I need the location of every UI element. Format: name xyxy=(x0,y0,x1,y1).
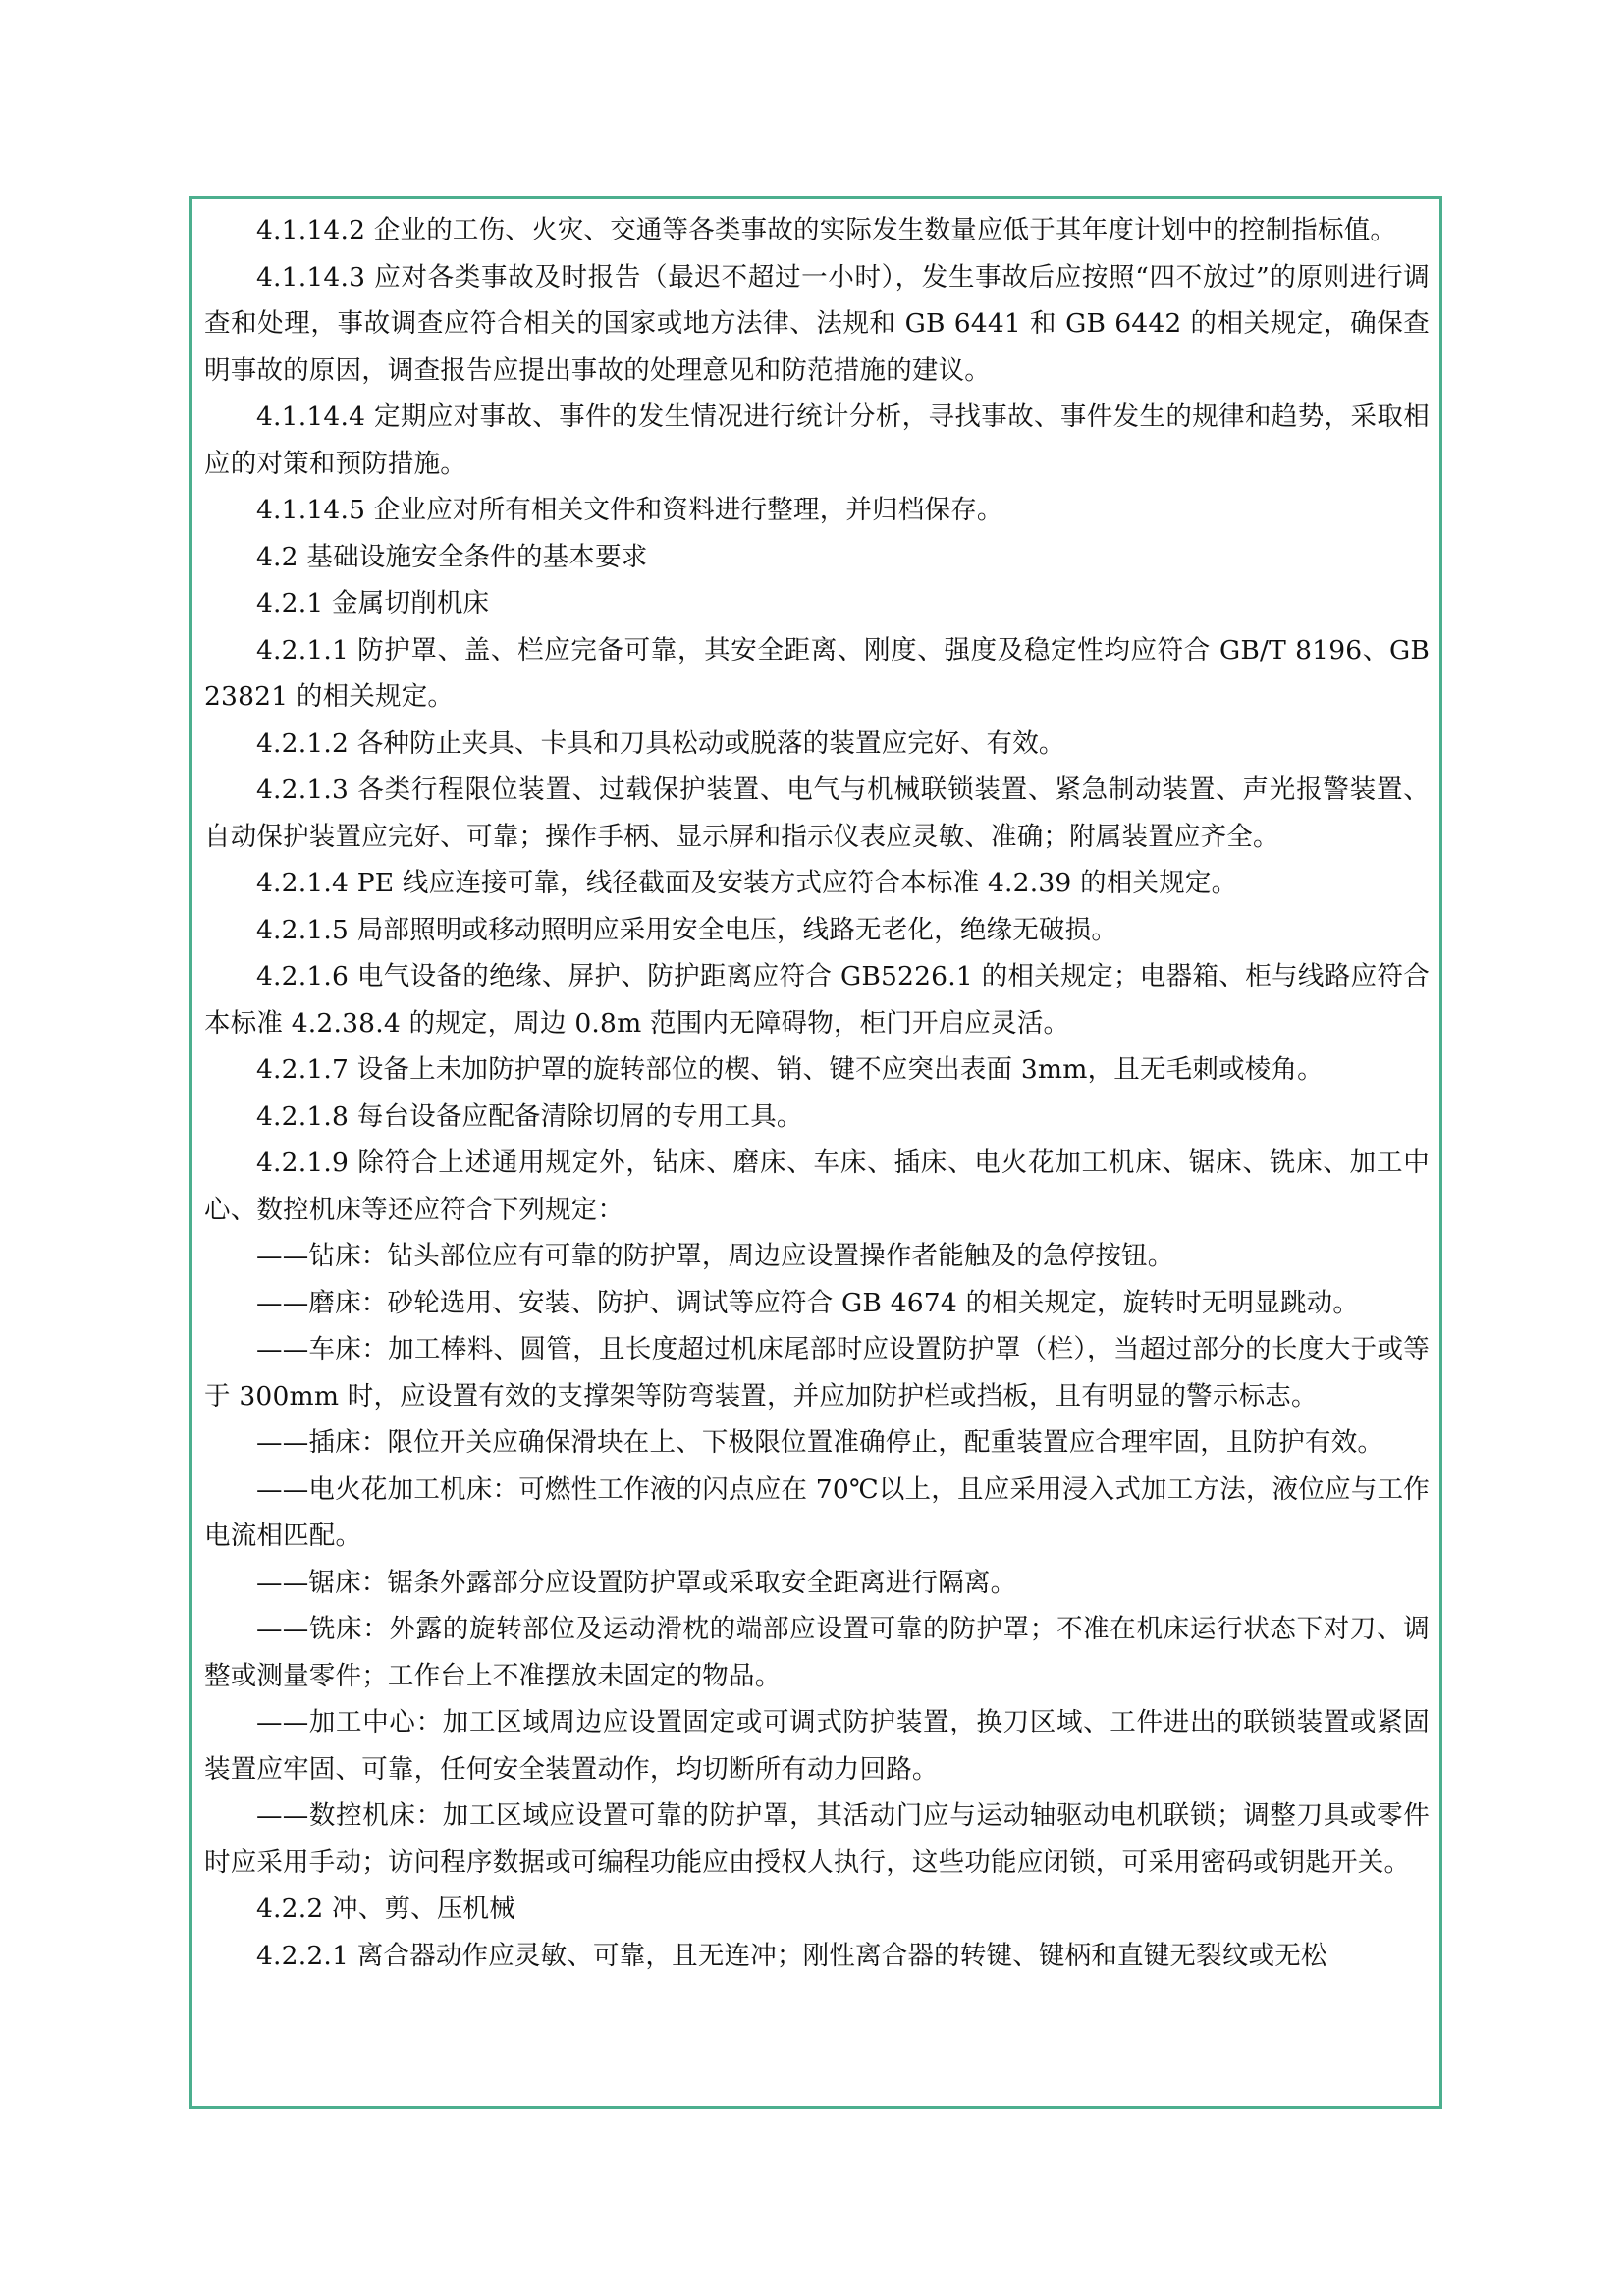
list-item-edm-machine: ——电火花加工机床：可燃性工作液的闪点应在 70℃以上，且应采用浸入式加工方法，液位应与工作电流相匹配。 xyxy=(204,1473,1430,1551)
list-item-slotting-machine: ——插床：限位开关应确保滑块在上、下极限位置准确停止，配重装置应合理牢固，且防护有效。 xyxy=(256,1427,1384,1458)
list-item-lathe: ——车床：加工棒料、圆管，且长度超过机床尾部时应设置防护罩（栏），当超过部分的长度大于或等于 300mm 时，应设置有效的支撑架等防弯装置，并应加防护栏或挡板，且有明显的警示标志。 xyxy=(204,1334,1430,1412)
paragraph-4-2-1-7: 4.2.1.7 设备上未加防护罩的旋转部位的楔、销、键不应突出表面 3mm，且无毛刺或棱角。 xyxy=(256,1054,1324,1085)
paragraph-4-2-1-2: 4.2.1.2 各种防止夹具、卡具和刀具松动或脱落的装置应完好、有效。 xyxy=(256,727,1065,759)
section-heading-4-2-2: 4.2.2 冲、剪、压机械 xyxy=(256,1894,515,1924)
document-content-frame xyxy=(189,196,1442,2109)
list-item-grinding-machine: ——磨床：砂轮选用、安装、防护、调试等应符合 GB 4674 的相关规定，旋转时无明显跳动。 xyxy=(256,1287,1360,1318)
paragraph-4-2-1-4: 4.2.1.4 PE 线应连接可靠，线径截面及安装方式应符合本标准 4.2.39 的相关规定。 xyxy=(256,868,1238,898)
paragraph-4-1-14-2: 4.1.14.2 企业的工伤、火灾、交通等各类事故的实际发生数量应低于其年度计划中的控制指标值。 xyxy=(256,215,1397,245)
section-heading-4-2: 4.2 基础设施安全条件的基本要求 xyxy=(256,541,648,572)
paragraph-4-2-1-8: 4.2.1.8 每台设备应配备清除切屑的专用工具。 xyxy=(256,1100,803,1132)
paragraph-4-2-1-6: 4.2.1.6 电气设备的绝缘、屏护、防护距离应符合 GB5226.1 的相关规定；电器箱、柜与线路应符合本标准 4.2.38.4 的规定，周边 0.8m 范围内无障碍物，柜门开启应灵活。 xyxy=(204,961,1430,1039)
section-heading-4-2-1: 4.2.1 金属切削机床 xyxy=(256,588,490,618)
paragraph-4-2-1-9: 4.2.1.9 除符合上述通用规定外，钻床、磨床、车床、插床、电火花加工机床、锯床、铣床、加工中心、数控机床等还应符合下列规定： xyxy=(204,1148,1430,1225)
list-item-sawing-machine: ——锯床：锯条外露部分应设置防护罩或采取安全距离进行隔离。 xyxy=(256,1567,1017,1598)
list-item-cnc-machine: ——数控机床：加工区域应设置可靠的防护罩，其活动门应与运动轴驱动电机联锁；调整刀具或零件时应采用手动；访问程序数据或可编程功能应由授权人执行，这些功能应闭锁，可采用密码或钥匙开关。 xyxy=(204,1800,1430,1878)
paragraph-4-2-1-3: 4.2.1.3 各类行程限位装置、过载保护装置、电气与机械联锁装置、紧急制动装置、声光报警装置、自动保护装置应完好、可靠；操作手柄、显示屏和指示仪表应灵敏、准确；附属装置应齐全。 xyxy=(204,774,1430,852)
list-item-milling-machine: ——铣床：外露的旋转部位及运动滑枕的端部应设置可靠的防护罩；不准在机床运行状态下对刀、调整或测量零件；工作台上不准摆放未固定的物品。 xyxy=(204,1614,1430,1691)
paragraph-4-1-14-4: 4.1.14.4 定期应对事故、事件的发生情况进行统计分析，寻找事故、事件发生的规律和趋势，采取相应的对策和预防措施。 xyxy=(204,401,1430,479)
paragraph-4-2-2-1: 4.2.2.1 离合器动作应灵敏、可靠，且无连冲；刚性离合器的转键、键柄和直键无裂纹或无松 xyxy=(256,1940,1327,1971)
paragraph-4-2-1-5: 4.2.1.5 局部照明或移动照明应采用安全电压，线路无老化，绝缘无破损。 xyxy=(256,914,1118,945)
list-item-machining-center: ——加工中心：加工区域周边应设置固定或可调式防护装置，换刀区域、工件进出的联锁装置或紧固装置应牢固、可靠，任何安全装置动作，均切断所有动力回路。 xyxy=(204,1707,1430,1785)
paragraph-4-1-14-3: 4.1.14.3 应对各类事故及时报告（最迟不超过一小时），发生事故后应按照“四不放过”的原则进行调查和处理，事故调查应符合相关的国家或地方法律、法规和 GB 6441 和 GB 6442 的相关规定，确保查明事故的原因，调查报告应提出事故的处理意见和防范措施的建议。 xyxy=(204,261,1430,386)
paragraph-4-1-14-5: 4.1.14.5 企业应对所有相关文件和资料进行整理，并归档保存。 xyxy=(256,495,1003,525)
list-item-drilling-machine: ——钻床：钻头部位应有可靠的防护罩，周边应设置操作者能触及的急停按钮。 xyxy=(256,1241,1174,1271)
paragraph-4-2-1-1: 4.2.1.1 防护罩、盖、栏应完备可靠，其安全距离、刚度、强度及稳定性均应符合 GB/T 8196、GB 23821 的相关规定。 xyxy=(204,634,1430,712)
